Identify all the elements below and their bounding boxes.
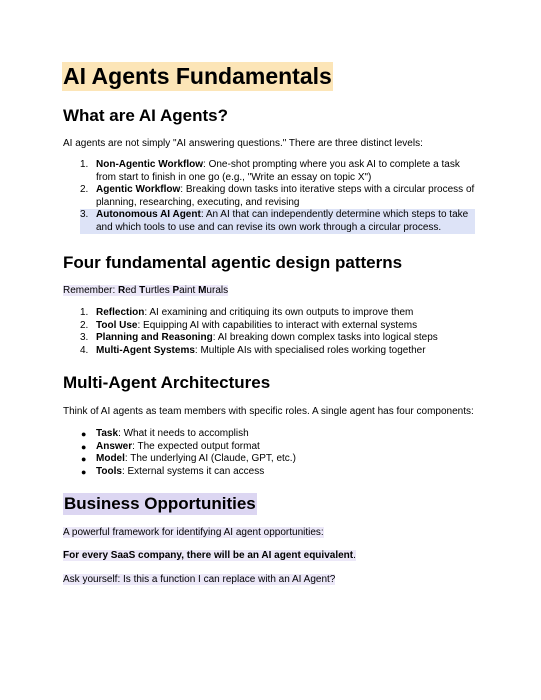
patterns-list [80, 307, 475, 357]
list-item [80, 345, 475, 358]
mnemonic-letter: M [198, 285, 207, 296]
mnemonic-word: ed [125, 285, 140, 296]
list-text: : Equipping AI with capabilities to interact with external systems [137, 319, 418, 331]
list-text: : Breaking down tasks into iterative steps with a circular process of planning, researching, executing, and revising [96, 184, 475, 208]
components-list [80, 428, 475, 478]
bullet-icon: ● [81, 441, 87, 452]
list-item [80, 441, 475, 454]
list-term: Task [96, 428, 119, 439]
list-number: 1. [80, 307, 89, 318]
list-text: : External systems it can access [121, 465, 265, 477]
list-number: 3. [80, 332, 89, 343]
section-heading-what-are-ai-agents: What are AI Agents? [63, 106, 228, 125]
list-text: : The underlying AI (Claude, GPT, etc.) [124, 453, 296, 464]
list-term: Agentic Workflow [96, 184, 181, 195]
list-term: Tools [96, 465, 122, 477]
list-text: : One-shot prompting where you ask AI to complete a task from start to finish in one go (e.g., "Write an essay on topic X") [96, 159, 460, 183]
mnemonic-letter: T [139, 285, 146, 296]
mnemonic-word: urals [206, 285, 229, 296]
list-text: : An AI that can independently determine which steps to take and which tools to use and can revise its own work through a circular process. [96, 209, 469, 233]
list-number: 1. [80, 159, 89, 170]
list-item [80, 307, 475, 320]
section-heading-multi-agent: Multi-Agent Architectures [63, 373, 271, 392]
business-line-3 [63, 573, 335, 586]
remember-label: Remember: [63, 285, 119, 296]
list-term: Tool Use [96, 319, 138, 331]
list-item [80, 466, 475, 479]
bullet-icon: ● [81, 429, 87, 439]
section-heading-business-opportunities: Business Opportunities [64, 494, 256, 513]
mnemonic-letter: P [172, 285, 180, 296]
highlight-span: Ask yourself: Is this a function I can replace with an AI Agent? [63, 574, 336, 585]
mnemonic-word: urtles [145, 285, 173, 296]
list-item [80, 159, 475, 184]
list-term: Multi-Agent Systems [96, 344, 195, 356]
list-item [80, 184, 475, 209]
bullet-icon: ● [81, 466, 87, 477]
list-item [80, 332, 475, 345]
highlight-span: For every SaaS company, there will be an AI agent equivalent [63, 550, 354, 561]
list-number: 2. [80, 184, 89, 195]
list-item [80, 453, 475, 466]
list-text: : AI breaking down complex tasks into logical steps [212, 332, 438, 343]
list-text: : What it needs to accomplish [118, 428, 249, 439]
list-term: Non-Agentic Workflow [96, 159, 204, 170]
list-number: 4. [80, 344, 89, 356]
list-term: Autonomous AI Agent [96, 209, 201, 220]
list-number: 3. [80, 209, 89, 220]
section-heading-design-patterns: Four fundamental agentic design patterns [63, 253, 403, 272]
mnemonic-letter: R [118, 285, 126, 296]
mnemonic-word: aint [179, 285, 199, 296]
section1-intro: AI agents are not simply "AI answering questions." There are three distinct levels: [63, 138, 423, 149]
list-item-highlighted [80, 209, 475, 234]
list-item [80, 428, 475, 441]
levels-list [80, 159, 475, 234]
bullet-icon: ● [81, 454, 87, 464]
list-text: : AI examining and critiquing its own outputs to improve them [144, 307, 414, 318]
mnemonic-line [63, 284, 228, 297]
list-text: : Multiple AIs with specialised roles working together [194, 344, 426, 356]
list-text: : The expected output format [132, 440, 260, 452]
list-item [80, 320, 475, 333]
page-title: AI Agents Fundamentals [63, 63, 332, 89]
list-term: Answer [96, 440, 133, 452]
business-line-2 [63, 549, 356, 562]
list-term: Planning and Reasoning [96, 332, 213, 343]
highlight-span: A powerful framework for identifying AI agent opportunities: [63, 527, 324, 538]
business-line-1 [63, 526, 324, 539]
list-term: Reflection [96, 307, 145, 318]
list-term: Model [96, 453, 125, 464]
line-end: . [353, 550, 356, 561]
mnemonic-highlight [63, 285, 228, 296]
section3-intro: Think of AI agents as team members with specific roles. A single agent has four components: [63, 406, 474, 417]
list-number: 2. [80, 319, 89, 331]
